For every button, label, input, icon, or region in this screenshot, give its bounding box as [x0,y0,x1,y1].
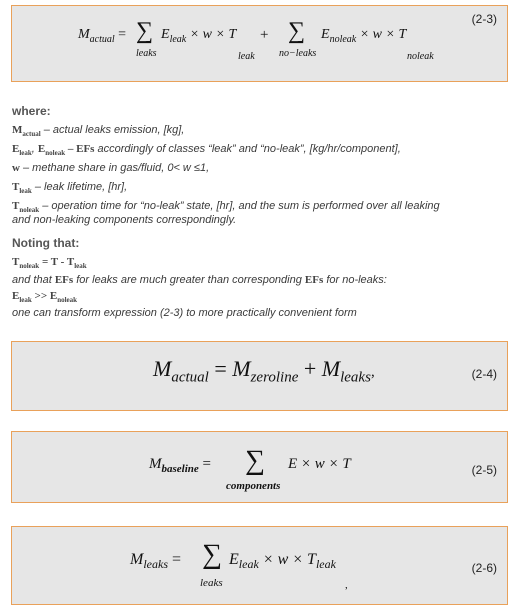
term1-T-subscript: leak [238,51,255,62]
sum-lower-limit: components [226,480,281,492]
term2-T-subscript: noleak [407,51,434,62]
sum-lower-limit: leaks [136,48,157,59]
eq-2-3-term2: $E_{noleak} \times w \times T$ [321,27,407,45]
eq-2-4-body: $M_{actual} = M_{zeroline} + M_{leaks}$, [153,356,375,386]
efs-comparison-text: and that EFs for leaks are much greater than corresponding EFs for no-leaks: [12,274,387,286]
equation-box-2-5 [11,431,508,503]
definition-M-actual: $M_{actual}$ – actual leaks emission, [kg], [12,124,185,139]
equation-number: (2-6) [471,561,497,575]
plus-sign: + [260,27,269,43]
definition-EFs: $E_{leak}$, $E_{noleak}$ – EFs accordingly of classes “leak” and “no-leak”, [kg/hr/component], [12,143,401,158]
definition-T-noleak: $T_{noleak}$ – operation time for “no-leak” state, [hr], and the sum is performed over all leaking [12,200,440,215]
where-heading: where: [12,104,51,118]
sum-lower-limit: no−leaks [279,48,317,59]
transform-text: one can transform expression (2-3) to more practically convenient form [12,307,357,319]
equation-number: (2-3) [471,12,497,26]
sum-lower-limit: leaks [200,577,223,589]
relation-T-noleak: $T_{noleak} = T - T_{leak}$ [12,256,87,271]
sum-symbol: ∑ [288,18,306,44]
eq-2-6-rhs: $E_{leak} \times w \times T_{leak}$ [229,551,336,572]
definition-T-noleak-continued: and non-leaking components correspondingly. [12,214,237,226]
equation-box-2-6 [11,526,508,605]
definition-T-leak: $T_{leak}$ – leak lifetime, [hr], [12,181,128,196]
eq-2-6-lhs: $M_{leaks}$ = [130,551,182,572]
sum-symbol: ∑ [202,539,222,570]
eq-2-3-lhs: $M_{actual}$ = [78,27,127,45]
sum-symbol: ∑ [245,445,265,476]
definition-w: w – methane share in gas/fluid, 0< w ≤1, [12,162,210,174]
noting-heading: Noting that: [12,236,80,250]
equation-box-2-3 [11,5,508,82]
equation-box-2-4 [11,341,508,411]
eq-2-5-rhs: E × w × T [288,456,351,472]
eq-2-3-term1: $E_{leak} \times w \times T$ [161,27,237,45]
equation-number: (2-5) [471,463,497,477]
equation-number: (2-4) [471,367,497,381]
eq-2-6-comma: , [345,579,348,591]
inequality-E-leak-E-noleak: $E_{leak} >> E_{noleak}$ [12,290,78,305]
sum-symbol: ∑ [136,18,154,44]
eq-2-5-lhs: $M_{baseline}$ = [149,456,211,475]
